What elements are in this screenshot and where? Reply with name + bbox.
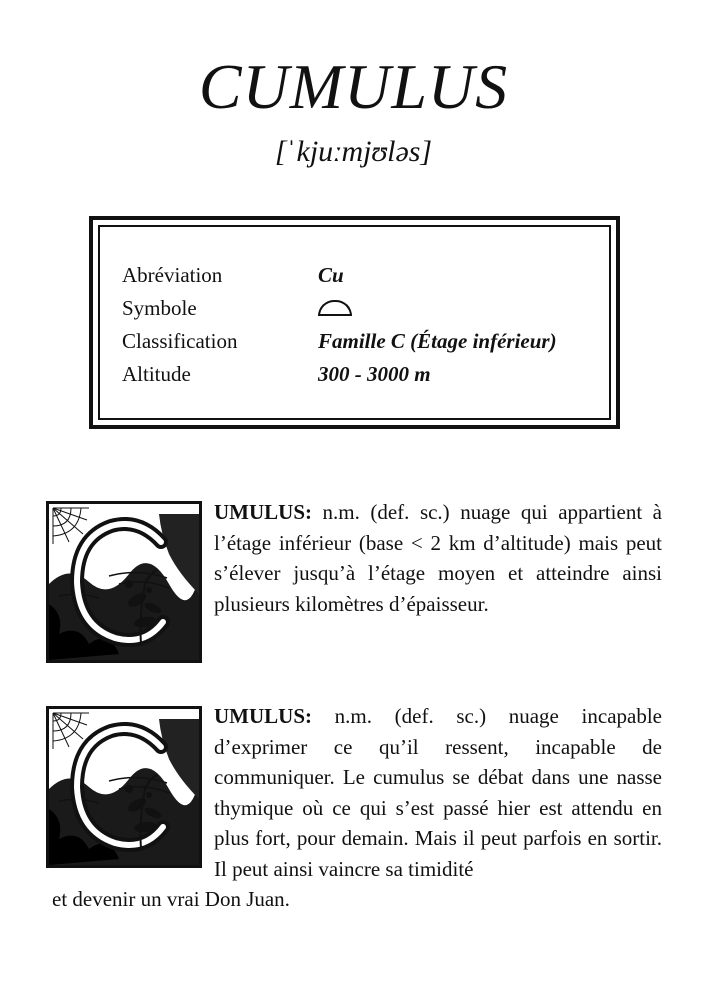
entry-lead-word: UMULUS: bbox=[214, 704, 312, 728]
info-label: Symbole bbox=[122, 296, 197, 320]
info-value: Famille C (Étage inférieur) bbox=[318, 329, 557, 353]
info-box-inner bbox=[98, 225, 611, 420]
ornamental-initial-c-image bbox=[46, 706, 202, 868]
definition-paragraph-2-tail: et devenir un vrai Don Juan. bbox=[52, 887, 290, 911]
definition-paragraph-1 bbox=[214, 497, 662, 619]
info-label: Abréviation bbox=[122, 263, 223, 287]
entry-text: n.m. (def. sc.) nuage qui appartient à l’étage inférieur (base < 2 km d’altitude) mais peut s’élever jusqu’à l’étage moyen et atteindre ainsi plusieurs kilomètres d’épaisseur. bbox=[214, 500, 662, 616]
half-circle-cloud-symbol-icon bbox=[318, 300, 352, 316]
pronunciation: [ˈkjuːmjʊləs] bbox=[274, 135, 433, 168]
page-title: CUMULUS bbox=[198, 51, 509, 122]
entry-lead-word: UMULUS: bbox=[214, 500, 312, 524]
info-value: 300 - 3000 m bbox=[318, 362, 431, 386]
definition-paragraph-2 bbox=[214, 701, 662, 884]
info-value: Cu bbox=[318, 263, 344, 287]
info-label: Classification bbox=[122, 329, 238, 353]
ornamental-initial-c-image bbox=[46, 501, 202, 663]
info-box bbox=[89, 216, 620, 429]
entry-text: n.m. (def. sc.) nuage incapable d’exprimer ce qu’il ressent, incapable de communiquer. Le cumulus se débat dans une nasse thymique où ce qui s’est passé hier est attendu en plus fort, pour demain. Mais il peut parfois en sortir. Il peut ainsi vaincre sa timidité bbox=[214, 704, 662, 881]
info-label: Altitude bbox=[122, 362, 191, 386]
